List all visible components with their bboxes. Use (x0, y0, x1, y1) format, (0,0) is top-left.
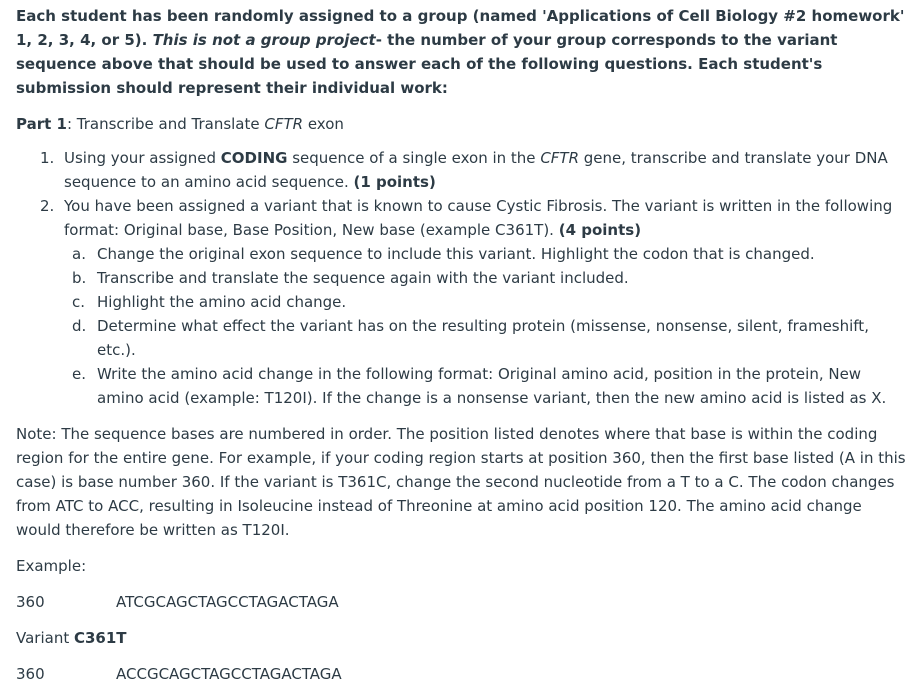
q1-text-b: sequence of a single exon in the (287, 149, 541, 167)
sub-text: Transcribe and translate the sequence again with the variant included. (97, 269, 629, 287)
sub-question-a (72, 242, 909, 266)
note-paragraph: Note: The sequence bases are numbered in order. The position listed denotes where that base is within the coding region for the entire gene. For example, if your coding region starts at position 360, then the first base listed (A in this case) is base number 360. If the variant is T361C, change the second nucleotide from a T to a C. The codon changes from ATC to ACC, resulting in Isoleucine instead of Threonine at amino acid position 120. The amino acid change would therefore be written as T120I. (16, 425, 906, 539)
question-number: 2. (40, 197, 55, 215)
sub-number: c. (72, 293, 86, 311)
variant-position: 360 (16, 665, 45, 683)
part-colon-text: : Transcribe and Translate (66, 115, 265, 133)
sub-question-list (64, 242, 909, 410)
q1-bold: CODING (220, 149, 288, 167)
intro-emphasis: This is not a group project (152, 31, 376, 49)
variant-label: Variant (16, 629, 74, 647)
q2-text-a: You have been assigned a variant that is known to cause Cystic Fibrosis. The variant is written in the following format: Original base, Base Position, New base (example C361T). (64, 197, 893, 239)
sub-text: Change the original exon sequence to include this variant. Highlight the codon that is changed. (97, 245, 815, 263)
sub-question-d (72, 314, 909, 362)
intro-paragraph (16, 4, 909, 100)
question-1 (40, 146, 909, 194)
sub-question-b (72, 266, 909, 290)
part-heading (16, 112, 909, 136)
q1-text-c: gene, transcribe and translate your DNA sequence to an amino acid sequence. (64, 149, 888, 191)
sub-text: Highlight the amino acid change. (97, 293, 347, 311)
intro-text-1: Each student has been randomly assigned to a group (named 'Applications of Cell Biology #2 homework' 1, 2, 3, 4, or 5). (16, 7, 905, 49)
sub-number: b. (72, 269, 87, 287)
sub-text: Determine what effect the variant has on the resulting protein (missense, nonsense, silent, frameshift, etc.). (97, 317, 869, 359)
variant-line (16, 626, 909, 650)
q1-text-a: Using your assigned (64, 149, 221, 167)
sub-text: Write the amino acid change in the following format: Original amino acid, position in the protein, New amino acid (example: T120I). If the change is a nonsense variant, then the new amino acid is listed as X. (97, 365, 887, 407)
variant-code: C361T (73, 629, 127, 647)
q1-points: (1 points) (353, 173, 436, 191)
sub-question-e (72, 362, 909, 410)
intro-text-2: - the number of your group corresponds to the variant sequence above that should be used to answer each of the following questions. Each student's submission should represent their individual work: (16, 31, 838, 97)
part-label: Part 1 (16, 115, 67, 133)
variant-sequence: ACCGCAGCTAGCCTAGACTAGA (116, 665, 342, 683)
sub-number: e. (72, 365, 86, 383)
sub-number: d. (72, 317, 87, 335)
question-list (16, 146, 909, 410)
example-label: Example: (16, 557, 87, 575)
q2-points: (4 points) (558, 221, 642, 239)
q1-gene: CFTR (540, 149, 579, 167)
sub-number: a. (72, 245, 86, 263)
original-position: 360 (16, 593, 45, 611)
question-number: 1. (40, 149, 55, 167)
variant-sequence-row (16, 662, 909, 686)
part-after: exon (303, 115, 344, 133)
sub-question-c (72, 290, 909, 314)
question-2 (40, 194, 909, 410)
original-sequence: ATCGCAGCTAGCCTAGACTAGA (116, 593, 339, 611)
original-sequence-row (16, 590, 909, 614)
part-gene: CFTR (264, 115, 304, 133)
